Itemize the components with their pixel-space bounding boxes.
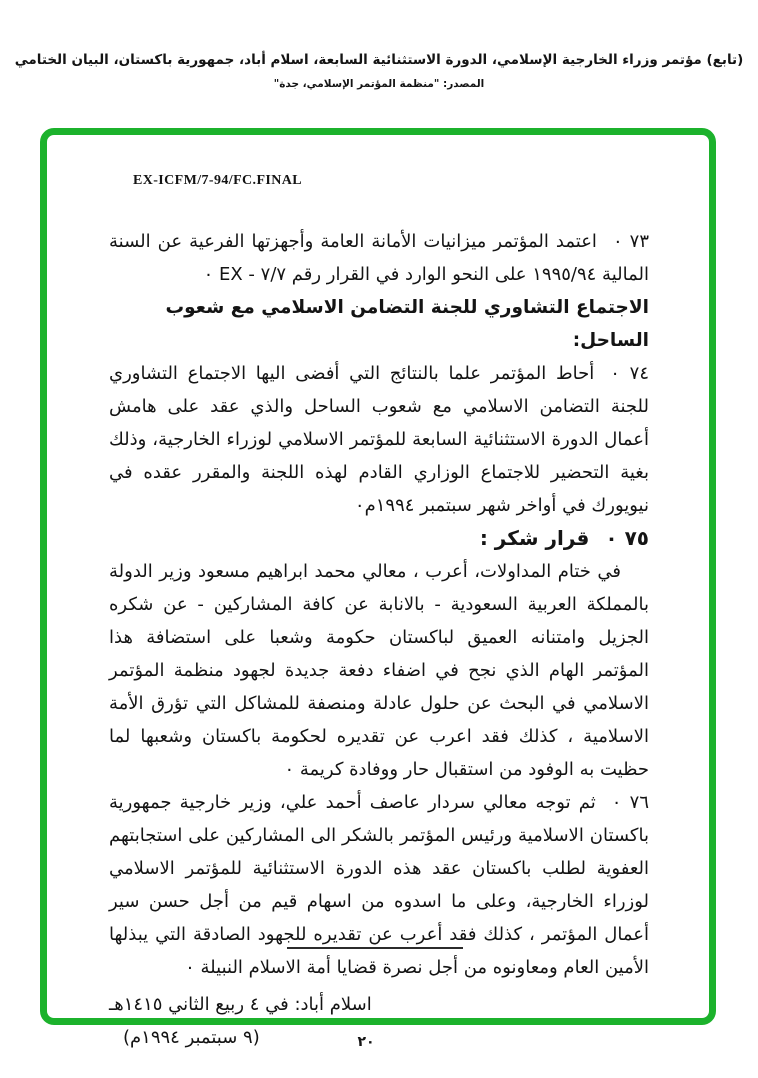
paragraph-74-text: أحاط المؤتمر علما بالنتائج التي أفضى اليها الاجتماع التشاوري للجنة التضامن الاسلامي مع شعوب الساحل والذي عقد على هامش أعمال الدورة الاستثنائية السابعة للمؤتمر الاسلامي لوزراء الخارجية، وذلك بغية التحضير للاجتماع الوزاري القادم لهذه اللجنة والمقرر عقده في نيويورك في أواخر شهر سبتمبر ١٩٩٤م٠ bbox=[109, 363, 649, 516]
paragraph-74 bbox=[109, 357, 649, 522]
page-header bbox=[0, 52, 758, 90]
date-line-hijri: اسلام أباد: في ٤ ربيع الثاني ١٤١٥هـ bbox=[109, 994, 372, 1015]
heading-resolution-of-thanks bbox=[109, 522, 649, 555]
header-line-2: المصدر: "منظمة المؤتمر الإسلامي، جدة" bbox=[273, 78, 485, 90]
date-line-gregorian: (٩ سبتمبر ١٩٩٤م) bbox=[123, 1027, 260, 1048]
document-body bbox=[109, 225, 649, 1054]
paragraph-75-heading-text: قرار شكر : bbox=[479, 526, 590, 550]
paragraph-76 bbox=[109, 786, 649, 984]
paragraph-76-text: ثم توجه معالي سردار عاصف أحمد علي، وزير خارجية جمهورية باكستان الاسلامية ورئيس المؤتمر بالشكر الى المشاركين على استجابتهم العفوية لطلب باكستان عقد هذه الدورة الاستثنائية للمؤتمر الاسلامي لوزراء الخارجية، وعلى ما اسدوه من اسهام قيم من أجل حسن سير أعمال المؤتمر ، كذلك فقد أعرب عن تقديره للجهود الصادقة التي يبذلها الأمين العام ومعاونوه من أجل نصرة قضايا أمة الاسلام النبيلة ٠ bbox=[109, 792, 649, 978]
paragraph-73-number: ٧٣ ٠ bbox=[612, 231, 649, 252]
paragraph-73-text: اعتمد المؤتمر ميزانيات الأمانة العامة وأجهزتها الفرعية عن السنة المالية ١٩٩٥/٩٤ على النحو الوارد في القرار رقم ٧/٧ - EX ٠ bbox=[109, 231, 649, 285]
paragraph-73 bbox=[109, 225, 649, 291]
paragraph-74-number: ٧٤ ٠ bbox=[610, 363, 649, 384]
section-heading-sahel: الاجتماع التشاوري للجنة التضامن الاسلامي مع شعوب الساحل: bbox=[165, 297, 649, 351]
footer-divider-line bbox=[287, 947, 463, 949]
paragraph-75-number: ٧٥ ٠ bbox=[605, 526, 649, 550]
paragraph-76-number: ٧٦ ٠ bbox=[611, 792, 649, 813]
paragraph-75-body: في ختام المداولات، أعرب ، معالي محمد ابراهيم مسعود وزير الدولة بالمملكة العربية السعودية - بالانابة عن كافة المشاركين - عن شكره الجزيل وامتنانه العميق لباكستان حكومة وشعبا على استضافة هذا المؤتمر الهام الذي نجح في اضفاء دفعة جديدة لجهود منظمة المؤتمر الاسلامي في البحث عن حلول عادلة ومنصفة للمشاكل التي تؤرق الأمة الاسلامية ، كذلك فقد اعرب عن تقديره لحكومة باكستان وشعبها لما حظيت به الوفود من استقبال حار ووفادة كريمة ٠ bbox=[109, 561, 649, 780]
page-number: ٢٠ bbox=[357, 1034, 375, 1050]
document-reference-code: EX-ICFM/7-94/FC.FINAL bbox=[133, 173, 302, 188]
header-line-1: (تابع) مؤتمر وزراء الخارجية الإسلامي، الدورة الاستثنائية السابعة، اسلام أباد، جمهورية باكستان، البيان الختامي bbox=[14, 52, 744, 68]
